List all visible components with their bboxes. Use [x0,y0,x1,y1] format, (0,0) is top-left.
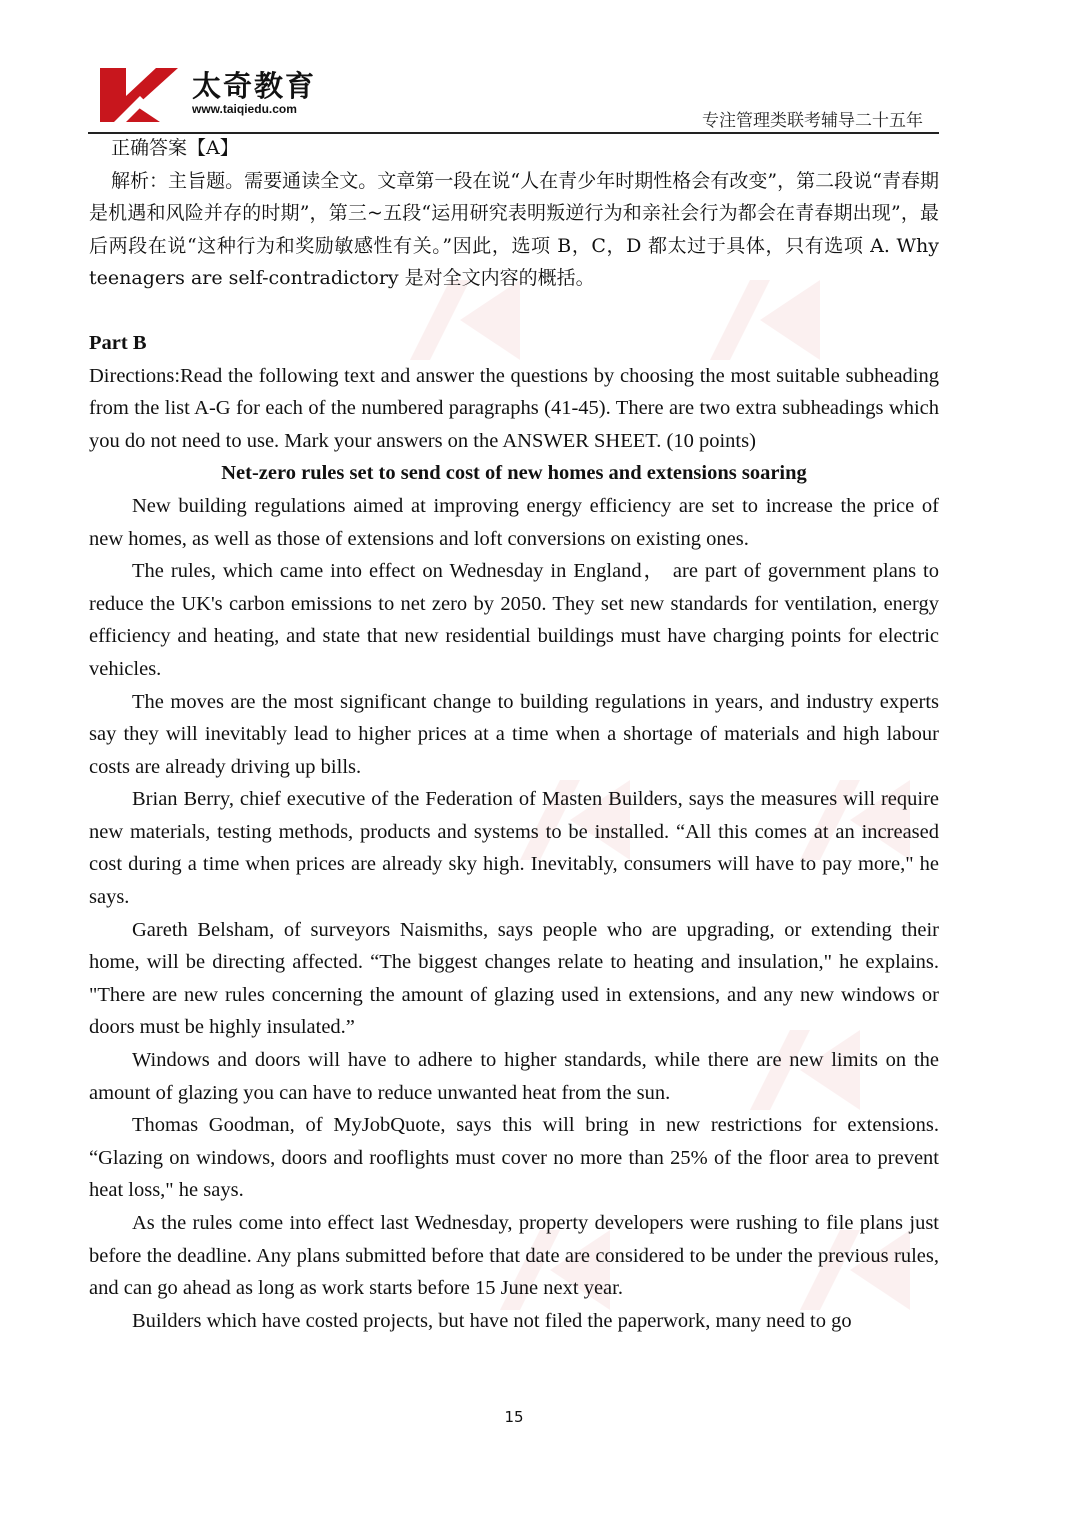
article-paragraph: Windows and doors will have to adhere to higher standards, while there are new limits on the amount of glazing you can have to reduce unwanted heat from the sun. [89,1049,939,1104]
part-title: Part B [89,331,147,354]
page-header [88,58,939,134]
article-paragraph: Thomas Goodman, of MyJobQuote, says this will bring in new restrictions for extensions. “Glazing on windows, doors and rooflights must cover no more than 25% of the floor area to prevent heat loss," he says. [89,1114,939,1202]
taiqi-logo-icon [100,66,178,122]
article-paragraph: Brian Berry, chief executive of the Federation of Masten Builders, says the measures will require new materials, testing methods, products and systems to be installed. “All this comes at an increased cost during a time when prices are already sky high. Inevitably, consumers will have to pay more," he says. [89,788,939,909]
answer-analysis: 解析：主旨题。需要通读全文。文章第一段在说“人在青少年时期性格会有改变”，第二段说“青春期是机遇和风险并存的时期”，第三~五段“运用研究表明叛逆行为和亲社会行为都会在青春期出现”，最后两段在说“这种行为和奖励敏感性有关。”因此，选项 B，C，D 都太过于具体，只有选项 A. Why teenagers are self-contradictory 是对全文内容的概括。 [89,169,939,290]
header-tagline: 专注管理类联考辅导二十五年 [702,111,923,131]
directions: Directions:Read the following text and answer the questions by choosing the most suitable subheading from the list A-G for each of the numbered paragraphs (41-45). There are two extra subheadings which you do not need to use. Mark your answers on the ANSWER SHEET. (10 points) [89,364,939,452]
article-paragraph: Gareth Belsham, of surveyors Naismiths, says people who are upgrading, or extending their home, will be directing affected. “The biggest changes relate to heating and insulation," he explains. "There are new rules concerning the amount of glazing used in extensions, and any new windows or doors must be highly insulated.” [89,918,939,1039]
article-paragraph: As the rules come into effect last Wednesday, property developers were rushing to file plans just before the deadline. Any plans submitted before that date are considered to be under the previous rules, and can go ahead as long as work starts before 15 June next year. [89,1212,939,1300]
brand-url: www.taiqiedu.com [192,102,297,116]
section-spacer [89,295,939,327]
page-content [89,132,939,1337]
article-paragraph: The rules, which came into effect on Wednesday in England， are part of government plans to reduce the UK's carbon emissions to net zero by 2050. They set new standards for ventilation, energy efficiency and heating, and state that new residential buildings must have charging points for electric vehicles. [89,560,939,680]
article-paragraph: The moves are the most significant change to building regulations in years, and industry experts say they will inevitably lead to higher prices at a time when a shortage of materials and high labour costs are already driving up bills. [89,690,939,778]
article-paragraph: New building regulations aimed at improving energy efficiency are set to increase the price of new homes, as well as those of extensions and loft conversions on existing ones. [89,494,939,550]
article-paragraph: Builders which have costed projects, but have not filed the paperwork, many need to go [132,1309,852,1332]
answer-label: 正确答案【A】 [111,137,239,159]
article-title: Net-zero rules set to send cost of new homes and extensions soaring [221,462,807,485]
page-number: 15 [504,1408,524,1426]
brand-name: 太奇教育 [192,69,317,103]
